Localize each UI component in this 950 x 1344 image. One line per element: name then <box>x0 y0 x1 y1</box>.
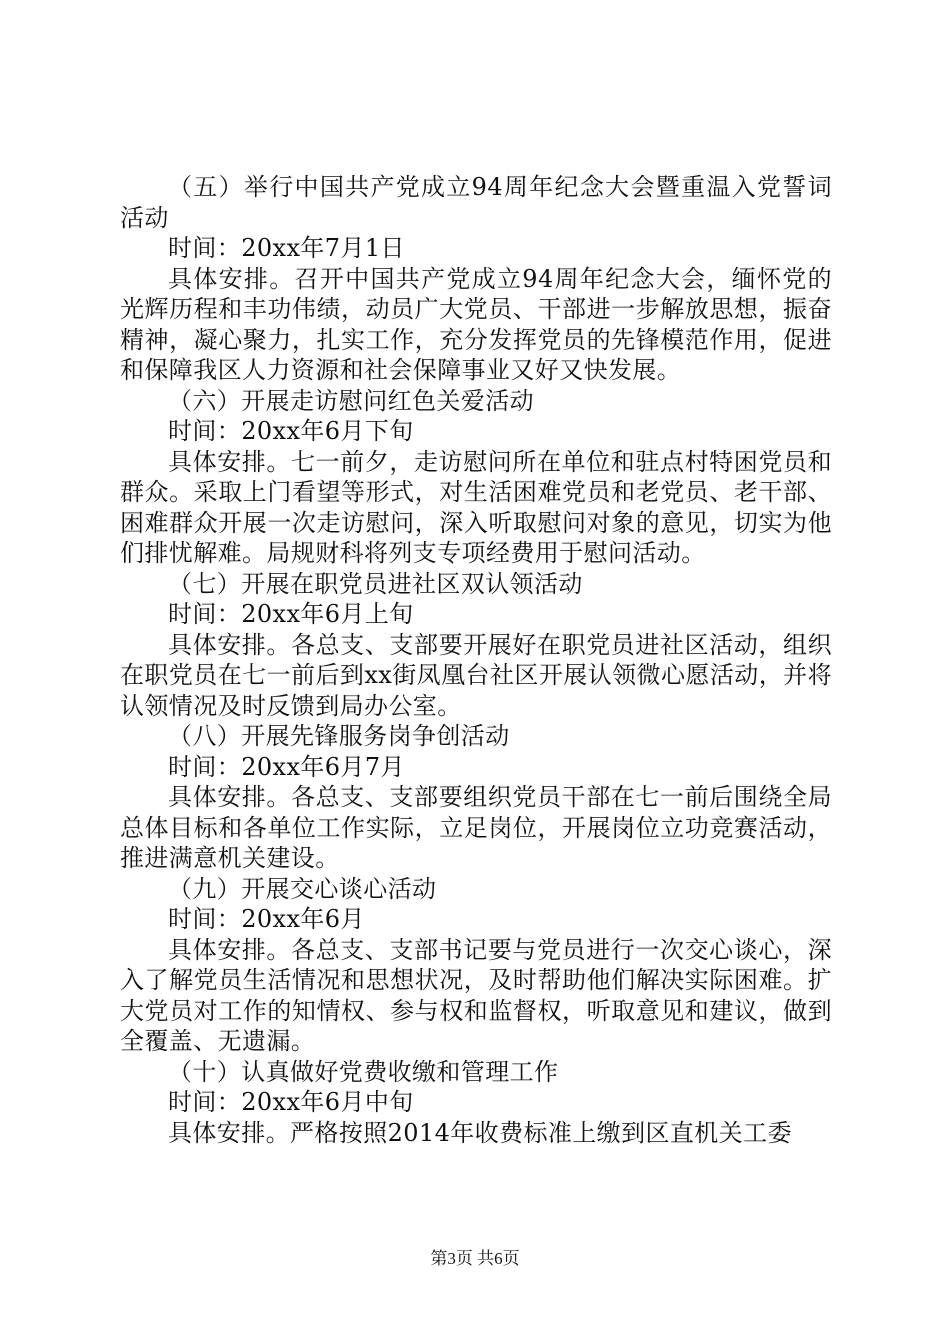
section-time: 时间：20xx年6月 <box>168 905 365 933</box>
document-body <box>120 172 832 1148</box>
section-time: 时间：20xx年7月1日 <box>168 234 405 262</box>
section-heading: （十）认真做好党费收缴和管理工作 <box>168 1057 559 1086</box>
section-heading: （九）开展交心谈心活动 <box>168 874 437 903</box>
section-heading: （七）开展在职党员进社区双认领活动 <box>168 569 583 598</box>
section-time: 时间：20xx年6月上旬 <box>168 600 414 628</box>
section-time: 时间：20xx年6月中旬 <box>168 1088 414 1116</box>
section-detail: 具体安排。各总支、支部书记要与党员进行一次交心谈心，深入了解党员生活情况和思想状况，及时帮助他们解决实际困难。扩大党员对工作的知情权、参与权和监督权，听取意见和建议，做到全覆盖、无遗漏。 <box>120 935 832 1055</box>
section-time: 时间：20xx年6月下旬 <box>168 417 414 445</box>
section-heading: （六）开展走访慰问红色关爱活动 <box>168 386 534 415</box>
page-footer: 第3页 共6页 <box>430 1249 520 1268</box>
section-detail: 具体安排。各总支、支部要组织党员干部在七一前后围绕全局总体目标和各单位工作实际，立足岗位，开展岗位立功竞赛活动，推进满意机关建设。 <box>120 783 832 872</box>
section-detail: 具体安排。七一前夕，走访慰问所在单位和驻点村特困党员和群众。采取上门看望等形式，对生活困难党员和老党员、老干部、困难群众开展一次走访慰问，深入听取慰问对象的意见，切实为他们排忧解难。局规财科将列支专项经费用于慰问活动。 <box>120 447 832 567</box>
section-heading: （五）举行中国共产党成立94周年纪念大会暨重温入党誓词活动 <box>120 173 832 232</box>
section-heading: （八）开展先锋服务岗争创活动 <box>168 722 510 750</box>
section-detail: 具体安排。召开中国共产党成立94周年纪念大会，缅怀党的光辉历程和丰功伟绩，动员广大党员、干部进一步解放思想，振奋精神，凝心聚力，扎实工作，充分发挥党员的先锋模范作用，促进和保障我区人力资源和社会保障事业又好又快发展。 <box>120 264 832 384</box>
section-detail: 具体安排。严格按照2014年收费标准上缴到区直机关工委 <box>168 1118 792 1147</box>
section-detail: 具体安排。各总支、支部要开展好在职党员进社区活动，组织在职党员在七一前后到xx街凤凰台社区开展认领微心愿活动，并将认领情况及时反馈到局办公室。 <box>120 630 832 720</box>
section-time: 时间：20xx年6月7月 <box>168 752 405 781</box>
